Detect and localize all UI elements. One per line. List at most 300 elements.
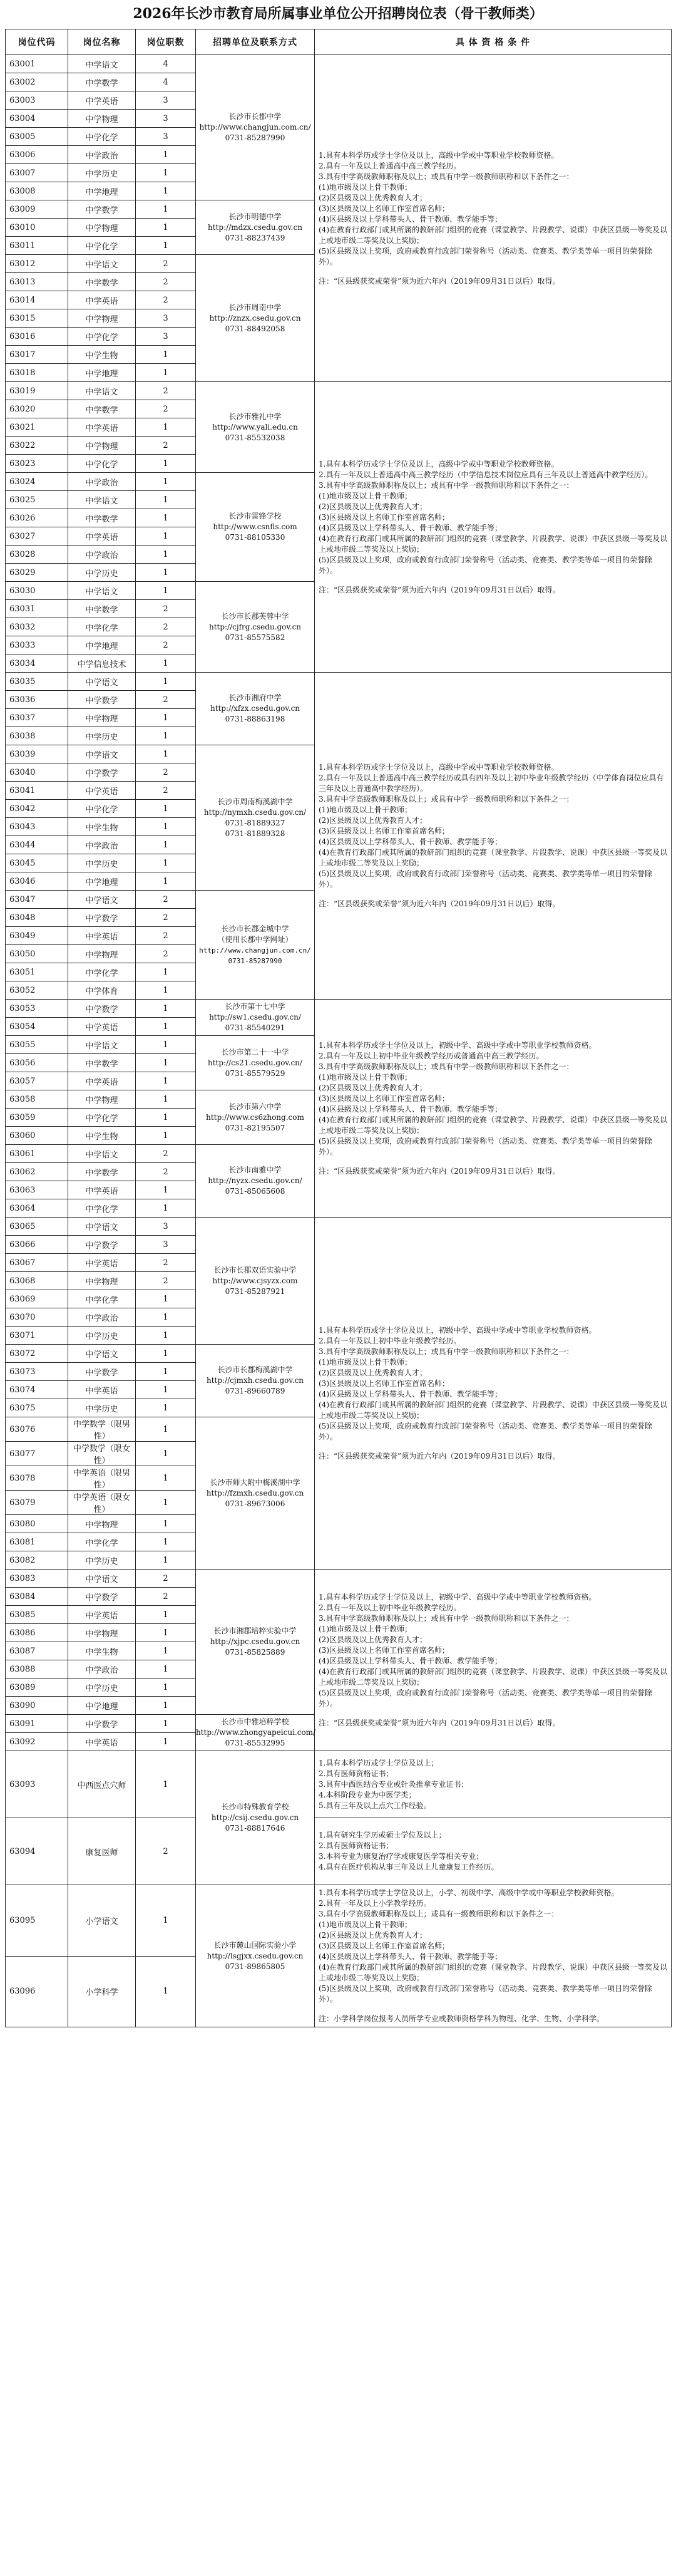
requirement-line: 1.具有本科学历或学士学位及以上，初级中学、高级中学或中等职业学校教师资格。 [319, 1040, 597, 1050]
unit-contact-line: http://znzx.csedu.gov.cn [209, 313, 301, 323]
position-code: 63026 [6, 509, 68, 527]
position-code: 63087 [6, 1642, 68, 1660]
requirement-line [319, 1157, 667, 1166]
position-name: 中学体育 [68, 981, 136, 1000]
position-code: 63044 [6, 836, 68, 854]
position-name: 中学生物 [68, 1642, 136, 1660]
requirement-line: 2.具有一年及以上初中毕业年级教学经历。 [319, 1603, 461, 1612]
unit-contact-cell [196, 1751, 315, 1885]
position-count: 1 [136, 491, 196, 509]
requirements-cell [315, 1751, 672, 1818]
position-code: 63007 [6, 164, 68, 182]
position-code: 63083 [6, 1570, 68, 1588]
position-count: 2 [136, 927, 196, 945]
position-code: 63010 [6, 219, 68, 237]
requirement-line: (2)区县级及以上优秀教育人才； [319, 1083, 427, 1092]
requirement-line: (4)区县级及以上学科带头人、骨干教师、教学能手等； [319, 214, 503, 224]
position-name: 中学物理 [68, 110, 136, 128]
requirement-line: (4)在教育行政部门或其所属的教研部门组织的竞赛（课堂教学、片段教学、说课）中获区县级一等奖及以上或地市级二等奖及以上奖励； [319, 1963, 668, 1982]
position-name: 中学信息技术 [68, 654, 136, 673]
position-name: 中学化学 [68, 963, 136, 981]
position-name: 中学化学 [68, 1290, 136, 1308]
position-name: 中学英语 [68, 927, 136, 945]
requirement-line: 2.具有一年及以上小学教学经历。 [319, 1899, 431, 1908]
position-count: 1 [136, 1363, 196, 1381]
position-name: 中学语文 [68, 382, 136, 400]
unit-contact-cell [196, 1000, 315, 1036]
position-count: 1 [136, 582, 196, 600]
position-count: 2 [136, 782, 196, 800]
position-code: 63069 [6, 1290, 68, 1308]
requirement-line: 3.具有中学高级教师职称及以上；或具有中学一级教师职称和以下条件之一： [319, 1613, 574, 1623]
position-name: 中学物理 [68, 709, 136, 727]
position-count: 1 [136, 1000, 196, 1018]
requirements-cell [315, 1818, 672, 1885]
requirements-cell [315, 1570, 672, 1751]
position-count: 2 [136, 691, 196, 709]
unit-contact-line: http://xjpc.csedu.gov.cn [210, 1637, 300, 1646]
position-code: 63045 [6, 854, 68, 872]
position-count: 1 [136, 1715, 196, 1733]
position-code: 63042 [6, 800, 68, 818]
unit-contact-line: 长沙市特殊教育学校 [221, 1803, 289, 1811]
requirement-line: (4)区县级及以上学科带头人、骨干教师、教学能手等； [319, 523, 503, 532]
position-name: 中学英语 [68, 291, 136, 309]
requirement-line: (1)地市级及以上骨干教师； [319, 1072, 412, 1082]
position-count: 1 [136, 509, 196, 527]
requirement-line: 3.本科专业为康复治疗学或康复医学等相关专业； [319, 1852, 484, 1861]
position-name: 中学历史 [68, 854, 136, 872]
unit-contact-line: 0731-85532038 [225, 433, 285, 442]
unit-contact-line: http://lsgjxx.csedu.gov.cn [207, 1951, 304, 1960]
position-code: 63062 [6, 1163, 68, 1181]
position-code: 63078 [6, 1466, 68, 1491]
position-count: 2 [136, 382, 196, 400]
position-count: 1 [136, 1090, 196, 1109]
position-count: 3 [136, 128, 196, 146]
position-code: 63064 [6, 1199, 68, 1218]
position-name: 中学数学 [68, 73, 136, 91]
position-count: 1 [136, 1199, 196, 1218]
unit-contact-line: http://fzmxh.csedu.gov.cn [206, 1488, 304, 1497]
position-count: 1 [136, 1345, 196, 1363]
position-name: 中学数学（限女性） [68, 1442, 136, 1466]
position-count: 1 [136, 854, 196, 872]
position-count: 1 [136, 1018, 196, 1036]
position-count: 1 [136, 1417, 196, 1442]
unit-contact-line: http://mdzx.csedu.gov.cn [208, 222, 302, 232]
position-name: 中学地理 [68, 872, 136, 891]
position-count: 1 [136, 654, 196, 673]
position-count: 2 [136, 1163, 196, 1181]
position-name: 中学英语 [68, 782, 136, 800]
position-count: 1 [136, 1072, 196, 1090]
header-unit-contact: 招聘单位及联系方式 [196, 29, 315, 55]
position-code: 63017 [6, 346, 68, 364]
position-count: 1 [136, 963, 196, 981]
position-count: 1 [136, 1442, 196, 1466]
position-name: 中学语文 [68, 745, 136, 763]
unit-contact-line: 0731-81889328 [225, 829, 285, 838]
requirement-line: 1.具有本科学历或学士学位及以上，初级中学、高级中学或中等职业学校教师资格。 [319, 1325, 597, 1335]
position-name: 中学化学 [68, 455, 136, 473]
position-name: 中学数学 [68, 691, 136, 709]
requirement-line: 1.具有本科学历或学士学位及以上，初级中学、高级中学或中等职业学校教师资格。 [319, 1592, 597, 1601]
position-name: 中学地理 [68, 1697, 136, 1715]
unit-contact-line: 长沙市南雅中学 [228, 1166, 282, 1174]
position-count: 1 [136, 709, 196, 727]
position-count: 3 [136, 110, 196, 128]
position-name: 中学物理 [68, 1624, 136, 1642]
requirement-line: 2.具有一年及以上普通高中高三教学经历或具有四年及以上初中毕业年级教学经历（中学体育岗位应具有三年及以上普通高中教学经历）。 [319, 773, 664, 793]
position-code: 63036 [6, 691, 68, 709]
position-name: 中学历史 [68, 727, 136, 745]
position-code: 63050 [6, 945, 68, 963]
requirement-line: 5.具有三年及以上点穴工作经验。 [319, 1801, 431, 1810]
table-row [6, 1000, 672, 1018]
unit-contact-line: http://cjmxh.csedu.gov.cn [206, 1376, 304, 1385]
position-name: 中学化学 [68, 1109, 136, 1127]
position-count: 1 [136, 455, 196, 473]
position-code: 63061 [6, 1145, 68, 1163]
position-code: 63031 [6, 600, 68, 618]
unit-contact-line: 长沙市师大附中梅溪湖中学 [210, 1477, 300, 1487]
position-count: 1 [136, 1381, 196, 1399]
position-name: 中学化学 [68, 800, 136, 818]
requirement-line: 注：“区县级获奖或荣誉”须为近六年内（2019年09月31日以后）取得。 [319, 1166, 560, 1176]
requirement-line: (4)在教育行政部门或其所属的教研部门组织的竞赛（课堂教学、片段教学、说课）中获区县级一等奖及以上或地市级二等奖及以上奖励； [319, 848, 668, 867]
position-count: 1 [136, 164, 196, 182]
position-code: 63011 [6, 237, 68, 255]
position-count: 2 [136, 891, 196, 909]
table-body [6, 55, 672, 2027]
position-name: 中学语文 [68, 1345, 136, 1363]
position-code: 63073 [6, 1363, 68, 1381]
position-code: 63014 [6, 291, 68, 309]
unit-contact-cell [196, 745, 315, 891]
position-count: 2 [136, 763, 196, 782]
position-code: 63068 [6, 1272, 68, 1290]
unit-contact-cell [196, 55, 315, 200]
unit-contact-cell [196, 1145, 315, 1218]
page-title: 2026年长沙市教育局所属事业单位公开招聘岗位表（骨干教师类） [133, 6, 543, 22]
position-code: 63033 [6, 636, 68, 654]
unit-contact-line: http://www.cjsyzx.com [212, 1276, 298, 1285]
unit-contact-line: 0731-85287990 [225, 133, 285, 142]
position-name: 中学化学 [68, 618, 136, 636]
position-count: 1 [136, 1551, 196, 1570]
position-code: 63003 [6, 91, 68, 110]
requirement-line: 注：“区县级获奖或荣誉”须为近六年内（2019年09月31日以后）取得。 [319, 899, 560, 908]
position-name: 中学政治 [68, 1660, 136, 1679]
position-count: 2 [136, 400, 196, 418]
unit-contact-line: 长沙市周南中学 [228, 303, 282, 312]
position-count: 2 [136, 1254, 196, 1272]
requirement-line: (3)区县级及以上名师工作室首席名师； [319, 1942, 449, 1950]
unit-contact-line: http://csij.csedu.gov.cn [211, 1813, 299, 1822]
position-name: 中学历史 [68, 1551, 136, 1570]
unit-contact-cell [196, 1417, 315, 1570]
position-name: 中学物理 [68, 1272, 136, 1290]
requirement-line [319, 576, 667, 585]
position-name: 中学数学 [68, 1000, 136, 1018]
position-code: 63030 [6, 582, 68, 600]
requirement-line: (2)区县级及以上优秀教育人才； [319, 1931, 427, 1940]
unit-contact-cell [196, 1345, 315, 1417]
unit-contact-cell [196, 1715, 315, 1751]
unit-contact-line: http://cs21.csedu.gov.cn/ [208, 1058, 302, 1067]
position-code: 63040 [6, 763, 68, 782]
requirement-line: (2)区县级及以上优秀教育人才； [319, 193, 427, 202]
requirement-line [319, 1442, 667, 1451]
position-count: 1 [136, 1290, 196, 1308]
requirements-cell [315, 673, 672, 1000]
position-count: 1 [136, 1679, 196, 1697]
position-code: 63004 [6, 110, 68, 128]
position-count: 1 [136, 219, 196, 237]
position-code: 63012 [6, 255, 68, 273]
requirement-line: 4.本科阶段专业为中医学类； [319, 1790, 416, 1799]
position-name: 中学数学 [68, 400, 136, 418]
position-count: 1 [136, 872, 196, 891]
position-code: 63066 [6, 1236, 68, 1254]
position-name: 中学英语 [68, 1606, 136, 1624]
position-code: 63038 [6, 727, 68, 745]
position-count: 1 [136, 1642, 196, 1660]
position-code: 63015 [6, 309, 68, 328]
unit-contact-line: 0731-82195507 [225, 1123, 285, 1132]
position-count: 2 [136, 437, 196, 455]
requirement-line: 2.具有一年及以上普通高中高三教学经历。 [319, 161, 461, 170]
position-count: 1 [136, 364, 196, 382]
position-code: 63016 [6, 328, 68, 346]
unit-contact-line: http://www.changjun.com.cn/ [199, 946, 311, 954]
position-count: 2 [136, 1272, 196, 1290]
header-position-count: 岗位职数 [136, 29, 196, 55]
position-name: 中学历史 [68, 1327, 136, 1345]
unit-contact-line: http://nyzx.csedu.gov.cn/ [208, 1176, 302, 1185]
position-count: 4 [136, 55, 196, 73]
unit-contact-line: 0731-88817646 [225, 1824, 285, 1833]
position-code: 63008 [6, 182, 68, 200]
unit-contact-line: 长沙市周南梅溪湖中学 [217, 797, 293, 806]
requirement-line: (4)区县级及以上学科带头人、骨干教师、教学能手等； [319, 1104, 503, 1114]
position-count: 1 [136, 200, 196, 219]
position-code: 63028 [6, 546, 68, 564]
requirement-line: 2.具有医师资格证书； [319, 1769, 394, 1778]
requirement-line: (4)在教育行政部门或其所属的教研部门组织的竞赛（课堂教学、片段教学、说课）中获区县级一等奖及以上或地市级二等奖及以上奖励； [319, 1400, 668, 1420]
unit-contact-line: 0731-85532995 [225, 1739, 285, 1747]
position-code: 63091 [6, 1715, 68, 1733]
unit-contact-cell [196, 1570, 315, 1715]
position-code: 63037 [6, 709, 68, 727]
unit-contact-cell [196, 473, 315, 582]
requirement-line [319, 267, 667, 276]
unit-contact-line: 长沙市湘府中学 [228, 693, 282, 702]
position-count: 2 [136, 636, 196, 654]
unit-contact-line: 0731-81889327 [225, 818, 285, 827]
requirement-line: 2.具有一年及以上初中毕业年级教学经历或普通高中高三教学经历。 [319, 1051, 544, 1060]
position-name: 中学数学 [68, 509, 136, 527]
position-name: 中学历史 [68, 564, 136, 582]
header-position-code: 岗位代码 [6, 29, 68, 55]
requirement-line: 3.具有中学高级教师职称及以上；或具有中学一级教师职称和以下条件之一： [319, 1347, 574, 1356]
requirement-line: (4)区县级及以上学科带头人、骨干教师、教学能手等； [319, 1656, 503, 1665]
position-name: 中学语文 [68, 1036, 136, 1054]
position-count: 1 [136, 981, 196, 1000]
requirement-line: (3)区县级及以上名师工作室首席名师； [319, 827, 449, 835]
position-code: 63082 [6, 1551, 68, 1570]
position-count: 1 [136, 1606, 196, 1624]
unit-contact-cell [196, 1036, 315, 1090]
position-count: 1 [136, 346, 196, 364]
position-code: 63021 [6, 418, 68, 437]
position-code: 63048 [6, 909, 68, 927]
requirement-line: 3.具有中西医结合专业或针灸推拿专业证书； [319, 1779, 469, 1789]
unit-contact-cell [196, 200, 315, 255]
position-code: 63086 [6, 1624, 68, 1642]
position-name: 中学化学 [68, 237, 136, 255]
position-name: 中学数学 [68, 200, 136, 219]
position-name: 中学语文 [68, 582, 136, 600]
requirements-cell [315, 1218, 672, 1570]
unit-contact-line: 0731-85540291 [225, 1023, 285, 1032]
position-count: 1 [136, 1751, 196, 1818]
position-code: 63006 [6, 146, 68, 164]
position-code: 63070 [6, 1308, 68, 1327]
requirement-line: (5)区县级及以上奖项，政府或教育行政部门荣誉称号（活动类、竞赛类、教学类等单一项目的荣誉除外）。 [319, 869, 653, 889]
table-row [6, 1885, 672, 1957]
position-name: 中学地理 [68, 636, 136, 654]
position-name: 中学化学 [68, 328, 136, 346]
position-code: 63063 [6, 1181, 68, 1199]
unit-contact-line: http://cjfrg.csedu.gov.cn [208, 622, 302, 631]
unit-contact-line: 0731-88105330 [225, 533, 285, 542]
position-name: 中学物理 [68, 1515, 136, 1533]
position-code: 63090 [6, 1697, 68, 1715]
position-name: 中学语文 [68, 1570, 136, 1588]
unit-contact-cell [196, 1218, 315, 1345]
position-count: 1 [136, 1491, 196, 1515]
unit-contact-line: http://www.cs6zhong.com [206, 1112, 304, 1122]
requirement-line: (2)区县级及以上优秀教育人才； [319, 1635, 427, 1644]
position-name: 中学生物 [68, 818, 136, 836]
position-name: 中学历史 [68, 164, 136, 182]
requirement-line: 3.具有中学高级教师职称及以上；或具有中学一级教师职称和以下条件之一： [319, 480, 574, 490]
unit-contact-line: 0731-88863198 [225, 715, 285, 723]
position-code: 63093 [6, 1751, 68, 1818]
position-code: 63043 [6, 818, 68, 836]
position-code: 63074 [6, 1381, 68, 1399]
position-name: 康复医师 [68, 1818, 136, 1885]
unit-contact-cell [196, 255, 315, 382]
position-count: 2 [136, 600, 196, 618]
position-count: 3 [136, 1236, 196, 1254]
position-name: 小学科学 [68, 1956, 136, 2027]
position-count: 1 [136, 527, 196, 546]
position-code: 63085 [6, 1606, 68, 1624]
position-code: 63088 [6, 1660, 68, 1679]
position-count: 1 [136, 1466, 196, 1491]
unit-contact-line: 0731-88492058 [225, 324, 285, 333]
position-count: 1 [136, 1956, 196, 2027]
position-count: 1 [136, 182, 196, 200]
requirement-line: 1.具有研究生学历或硕士学位及以上； [319, 1831, 446, 1839]
position-code: 63005 [6, 128, 68, 146]
requirement-line: 3.具有中学高级教师职称及以上；或具有中学一级教师职称和以下条件之一： [319, 795, 574, 804]
unit-contact-cell [196, 891, 315, 1000]
requirement-line: 1.具有本科学历或学士学位及以上； [319, 1758, 439, 1767]
unit-contact-line: 长沙市第六中学 [228, 1102, 282, 1111]
position-count: 3 [136, 91, 196, 110]
unit-contact-line: http://www.yali.edu.cn [212, 422, 298, 432]
position-name: 中学历史 [68, 1399, 136, 1417]
position-name: 中学历史 [68, 1679, 136, 1697]
position-code: 63046 [6, 872, 68, 891]
position-code: 63024 [6, 473, 68, 491]
requirement-line: 1.具有本科学历或学士学位及以上，高级中学或中等职业学校教师资格。 [319, 459, 559, 468]
position-count: 1 [136, 673, 196, 691]
requirement-line [319, 1709, 667, 1718]
unit-contact-cell [196, 1885, 315, 2027]
position-name: 中学数学 [68, 600, 136, 618]
unit-contact-cell [196, 382, 315, 473]
requirement-line [319, 890, 667, 899]
position-name: 中学化学 [68, 128, 136, 146]
requirement-line: (4)在教育行政部门或其所属的教研部门组织的竞赛（课堂教学、片段教学、说课）中获区县级一等奖及以上或地市级二等奖及以上奖励； [319, 1667, 668, 1687]
position-code: 63025 [6, 491, 68, 509]
position-name: 中学政治 [68, 473, 136, 491]
requirement-line: (2)区县级及以上优秀教育人才； [319, 1368, 427, 1377]
position-count: 1 [136, 418, 196, 437]
position-count: 1 [136, 1624, 196, 1642]
position-name: 中学语文 [68, 255, 136, 273]
position-count: 1 [136, 1533, 196, 1551]
requirement-line: (1)地市级及以上骨干教师； [319, 805, 412, 814]
position-code: 63084 [6, 1588, 68, 1606]
position-code: 63060 [6, 1127, 68, 1145]
position-code: 63054 [6, 1018, 68, 1036]
position-name: 中学英语 [68, 418, 136, 437]
unit-contact-line: 0731-85575582 [225, 633, 285, 642]
position-name: 中学英语 [68, 1733, 136, 1751]
requirement-line: (4)区县级及以上学科带头人、骨干教师、教学能手等； [319, 1952, 503, 1961]
requirements-cell [315, 1885, 672, 2027]
position-count: 2 [136, 1818, 196, 1885]
position-code: 63020 [6, 400, 68, 418]
position-name: 中学英语 [68, 1181, 136, 1199]
position-code: 63071 [6, 1327, 68, 1345]
unit-contact-line: http://www.changjun.com.cn/ [199, 123, 311, 132]
requirement-line: (4)在教育行政部门或其所属的教研部门组织的竞赛（课堂教学、片段教学、说课）中获区县级一等奖及以上或地市级二等奖及以上奖励； [319, 534, 668, 554]
unit-contact-line: http://www.zhongyapeicui.com/ [196, 1728, 316, 1737]
requirement-line: 注：小学科学岗位报考人员所学专业或教师资格学科为物理、化学、生物、小学科学。 [319, 2014, 605, 2023]
requirement-line: 1.具有本科学历或学士学位及以上，小学、初级中学、高级中学或中等职业学校教师资格。 [319, 1888, 619, 1897]
requirement-line: 3.具有小学高级教师职称及以上；或具有一级教师职称和以下条件之一： [319, 1910, 559, 1918]
position-code: 63047 [6, 891, 68, 909]
position-name: 中学化学 [68, 1199, 136, 1218]
unit-contact-line: 0731-85287990 [228, 956, 282, 965]
requirement-line: (2)区县级及以上优秀教育人才； [319, 816, 427, 825]
unit-contact-line: 长沙市长郡中学 [228, 112, 282, 121]
unit-contact-line: 长沙市中雅培粹学校 [221, 1717, 289, 1726]
position-count: 1 [136, 745, 196, 763]
position-name: 中学数学 [68, 1363, 136, 1381]
position-code: 63009 [6, 200, 68, 219]
position-count: 1 [136, 727, 196, 745]
requirement-line: (2)区县级及以上优秀教育人才； [319, 502, 427, 511]
requirement-line: 2.具有一年及以上初中毕业年级教学经历。 [319, 1336, 461, 1345]
